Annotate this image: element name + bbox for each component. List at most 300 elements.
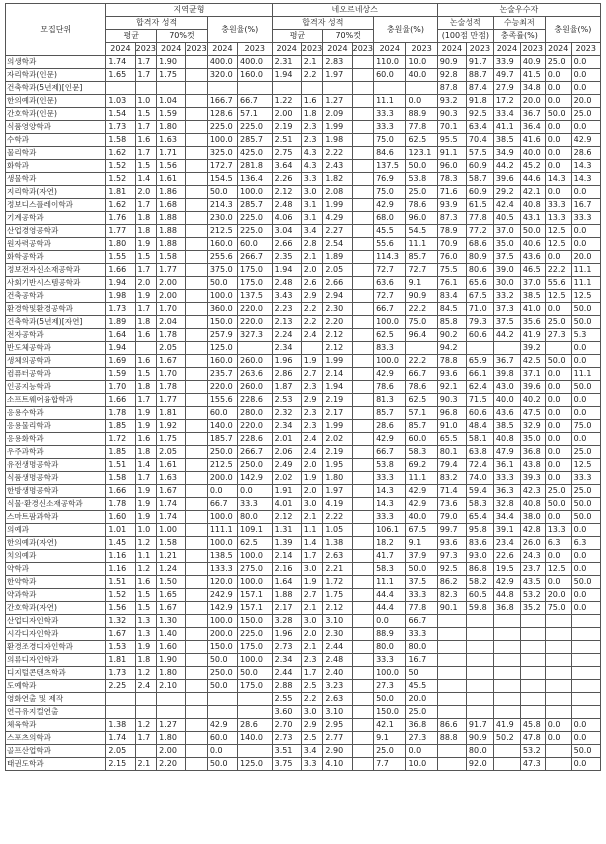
table-cell — [352, 251, 374, 264]
table-cell: 63.6 — [374, 277, 406, 290]
table-cell: 2.10 — [157, 680, 186, 693]
department-name: 원자력공학과 — [6, 238, 106, 251]
table-cell: 0.0 — [545, 381, 571, 394]
table-cell — [352, 238, 374, 251]
table-cell: 1.67 — [106, 628, 135, 641]
table-cell: 65.9 — [466, 355, 493, 368]
table-cell: 220.0 — [238, 303, 273, 316]
table-cell — [186, 277, 208, 290]
table-cell: 2.27 — [323, 225, 352, 238]
table-cell: 3.4 — [301, 745, 323, 758]
table-cell: 99.7 — [437, 524, 466, 537]
table-cell: 1.9 — [135, 238, 157, 251]
table-cell — [207, 82, 237, 95]
table-cell: 1.66 — [106, 485, 135, 498]
header-ji-score: 합격자 성적 — [106, 17, 207, 30]
table-cell: 3.43 — [272, 290, 301, 303]
table-cell: 133.3 — [207, 563, 237, 576]
table-cell: 2.7 — [301, 589, 323, 602]
header-ne-70cut: 70%컷 — [323, 30, 374, 43]
table-cell: 2.66 — [323, 277, 352, 290]
table-cell: 2.22 — [323, 511, 352, 524]
table-row — [6, 615, 601, 628]
table-cell: 0.0 — [545, 459, 571, 472]
table-cell: 32.8 — [493, 498, 520, 511]
department-name: 응용화학과 — [6, 433, 106, 446]
table-cell: 88.8 — [437, 732, 466, 745]
table-cell — [186, 394, 208, 407]
department-name: 식품영양학과 — [6, 121, 106, 134]
department-name: 환경조경디자인학과 — [6, 641, 106, 654]
table-cell: 2.30 — [323, 628, 352, 641]
table-row — [6, 420, 601, 433]
table-cell: 50 — [406, 667, 437, 680]
table-cell: 50.0 — [571, 303, 600, 316]
table-cell: 1.7 — [135, 394, 157, 407]
table-row — [6, 316, 601, 329]
table-cell: 91.0 — [437, 420, 466, 433]
table-row — [6, 641, 601, 654]
table-cell: 50.2 — [493, 732, 520, 745]
table-cell: 4.06 — [272, 212, 301, 225]
department-name: 지리학과(자연) — [6, 186, 106, 199]
table-cell: 320.0 — [207, 69, 237, 82]
table-cell: 92.1 — [437, 381, 466, 394]
table-cell: 2.20 — [323, 316, 352, 329]
table-cell — [571, 615, 600, 628]
table-cell: 0.0 — [545, 147, 571, 160]
table-cell: 58.7 — [466, 173, 493, 186]
table-cell: 14.3 — [374, 498, 406, 511]
table-cell: 12.5 — [545, 563, 571, 576]
table-cell: 50.0 — [207, 186, 237, 199]
table-cell — [352, 355, 374, 368]
table-cell — [493, 641, 520, 654]
table-cell: 1.78 — [157, 329, 186, 342]
table-cell: 1.80 — [157, 732, 186, 745]
table-cell: 2.17 — [323, 407, 352, 420]
table-cell: 1.0 — [135, 95, 157, 108]
table-cell: 42.9 — [571, 134, 600, 147]
table-cell: 1.98 — [323, 134, 352, 147]
table-cell: 75.0 — [374, 134, 406, 147]
table-row — [6, 277, 601, 290]
table-cell — [186, 576, 208, 589]
table-cell: 68.0 — [374, 212, 406, 225]
table-cell: 0.0 — [545, 186, 571, 199]
table-cell: 1.59 — [157, 108, 186, 121]
table-cell: 25.0 — [571, 108, 600, 121]
table-cell: 2.55 — [272, 693, 301, 706]
table-cell: 1.58 — [106, 134, 135, 147]
table-cell: 175.0 — [238, 264, 273, 277]
table-cell: 39.6 — [520, 381, 545, 394]
table-cell: 50.0 — [571, 381, 600, 394]
table-cell: 76.0 — [437, 251, 466, 264]
table-row — [6, 758, 601, 771]
table-cell — [545, 758, 571, 771]
table-cell: 2.19 — [323, 446, 352, 459]
table-cell: 85.7 — [406, 251, 437, 264]
table-cell: 12.5 — [545, 225, 571, 238]
table-cell: 1.27 — [157, 719, 186, 732]
table-cell — [352, 498, 374, 511]
table-row — [6, 667, 601, 680]
table-cell — [207, 693, 237, 706]
table-cell: 1.7 — [301, 550, 323, 563]
table-cell: 36.8 — [493, 602, 520, 615]
table-cell: 250.0 — [207, 667, 237, 680]
table-cell: 1.21 — [157, 550, 186, 563]
table-cell — [186, 56, 208, 69]
table-cell: 36.7 — [493, 355, 520, 368]
table-cell: 1.87 — [272, 381, 301, 394]
table-cell: 39.3 — [520, 472, 545, 485]
table-cell: 62.4 — [466, 381, 493, 394]
table-cell: 0.0 — [571, 602, 600, 615]
table-row — [6, 329, 601, 342]
table-cell: 57.1 — [238, 108, 273, 121]
table-cell: 1.88 — [157, 238, 186, 251]
table-cell: 78.9 — [437, 225, 466, 238]
table-cell: 58.3 — [374, 563, 406, 576]
table-cell: 1.22 — [272, 95, 301, 108]
table-cell: 157.1 — [238, 602, 273, 615]
table-cell: 250.0 — [207, 446, 237, 459]
table-cell — [437, 745, 466, 758]
table-cell — [352, 654, 374, 667]
table-cell: 1.2 — [135, 719, 157, 732]
table-cell: 36.4 — [520, 121, 545, 134]
table-cell: 2.54 — [323, 238, 352, 251]
table-cell: 2.43 — [323, 160, 352, 173]
table-cell: 45.5 — [374, 225, 406, 238]
table-cell — [437, 615, 466, 628]
department-name: 디지털콘텐츠학과 — [6, 667, 106, 680]
table-cell — [545, 680, 571, 693]
table-cell: 0.0 — [571, 82, 600, 95]
table-cell: 90.1 — [437, 602, 466, 615]
table-cell — [186, 251, 208, 264]
table-cell: 2.00 — [272, 108, 301, 121]
table-cell: 97.3 — [437, 550, 466, 563]
table-cell: 33.3 — [406, 628, 437, 641]
department-name: 인공지능학과 — [6, 381, 106, 394]
table-cell: 35.2 — [520, 602, 545, 615]
table-cell — [352, 693, 374, 706]
table-cell: 40.0 — [406, 69, 437, 82]
table-cell: 2.04 — [157, 316, 186, 329]
table-cell: 17.2 — [493, 95, 520, 108]
table-cell: 1.66 — [106, 264, 135, 277]
table-cell: 1.94 — [272, 264, 301, 277]
table-cell: 1.30 — [157, 615, 186, 628]
table-cell: 1.6 — [301, 95, 323, 108]
table-row — [6, 693, 601, 706]
table-cell — [186, 173, 208, 186]
table-cell: 78.3 — [437, 173, 466, 186]
table-cell — [186, 446, 208, 459]
table-cell — [545, 641, 571, 654]
table-cell: 1.5 — [135, 251, 157, 264]
table-cell: 57.1 — [406, 407, 437, 420]
table-cell: 90.3 — [437, 108, 466, 121]
table-cell: 50.0 — [406, 160, 437, 173]
table-cell: 2.14 — [323, 368, 352, 381]
department-name: 간호학과(인문) — [6, 108, 106, 121]
year-header: 2023 — [520, 43, 545, 56]
table-cell: 1.77 — [106, 225, 135, 238]
table-cell: 9.1 — [406, 277, 437, 290]
table-cell: 37.3 — [493, 303, 520, 316]
table-cell: 100.0 — [207, 134, 237, 147]
table-cell: 0.0 — [406, 745, 437, 758]
table-cell — [272, 82, 301, 95]
table-cell: 260.0 — [238, 355, 273, 368]
table-cell: 0.0 — [545, 82, 571, 95]
table-cell: 0.0 — [545, 407, 571, 420]
table-cell: 53.2 — [520, 745, 545, 758]
table-row — [6, 134, 601, 147]
department-name: 화학공학과 — [6, 251, 106, 264]
table-cell: 1.8 — [135, 225, 157, 238]
department-name: 생체의공학과 — [6, 355, 106, 368]
table-cell: 228.6 — [238, 433, 273, 446]
table-cell: 125.0 — [207, 342, 237, 355]
table-cell — [466, 342, 493, 355]
table-cell — [352, 186, 374, 199]
table-cell: 1.65 — [157, 589, 186, 602]
table-cell: 71.6 — [437, 186, 466, 199]
table-cell: 137.5 — [374, 160, 406, 173]
department-name: 스마트팜과학과 — [6, 511, 106, 524]
table-cell: 1.78 — [157, 381, 186, 394]
table-cell: 111.1 — [207, 524, 237, 537]
table-cell: 1.4 — [135, 459, 157, 472]
table-cell: 175.0 — [238, 277, 273, 290]
table-cell: 44.4 — [374, 589, 406, 602]
table-cell: 82.3 — [437, 589, 466, 602]
table-cell: 1.31 — [272, 524, 301, 537]
table-cell: 11.1 — [374, 95, 406, 108]
table-cell: 92.5 — [466, 108, 493, 121]
table-cell: 22.2 — [406, 303, 437, 316]
table-cell: 60.0 — [374, 69, 406, 82]
table-cell: 37.0 — [493, 225, 520, 238]
header-ji-average: 평균 — [106, 30, 157, 43]
table-cell: 20.0 — [545, 589, 571, 602]
table-cell: 66.7 — [374, 303, 406, 316]
table-cell: 2.0 — [301, 264, 323, 277]
table-cell — [352, 641, 374, 654]
table-cell: 172.7 — [207, 160, 237, 173]
table-cell: 47.3 — [520, 758, 545, 771]
table-cell: 3.4 — [301, 225, 323, 238]
table-cell: 0.0 — [571, 563, 600, 576]
table-cell: 83.6 — [466, 537, 493, 550]
table-cell: 0.0 — [571, 433, 600, 446]
table-row — [6, 511, 601, 524]
table-cell: 200.0 — [207, 472, 237, 485]
table-cell: 2.30 — [323, 303, 352, 316]
table-cell: 0.0 — [571, 56, 600, 69]
table-cell: 142.9 — [207, 602, 237, 615]
table-row — [6, 537, 601, 550]
table-cell: 1.7 — [135, 732, 157, 745]
department-name: 건축학과(5년제)[인문] — [6, 82, 106, 95]
table-cell — [186, 368, 208, 381]
department-name: 자리학과(인문) — [6, 69, 106, 82]
table-cell — [545, 342, 571, 355]
table-cell — [186, 498, 208, 511]
table-cell: 0.0 — [571, 355, 600, 368]
table-cell: 80.0 — [374, 641, 406, 654]
table-cell: 91.7 — [466, 56, 493, 69]
table-cell: 1.94 — [106, 342, 135, 355]
table-cell — [493, 667, 520, 680]
table-cell: 23.7 — [520, 563, 545, 576]
table-cell: 26.0 — [520, 537, 545, 550]
table-cell — [352, 225, 374, 238]
table-cell: 2.08 — [323, 186, 352, 199]
table-cell: 39.1 — [493, 524, 520, 537]
table-cell — [571, 628, 600, 641]
table-cell: 10.0 — [406, 758, 437, 771]
table-cell: 44.6 — [520, 173, 545, 186]
table-cell: 1.75 — [323, 589, 352, 602]
table-cell — [466, 654, 493, 667]
table-cell: 70.9 — [437, 238, 466, 251]
table-cell: 20.0 — [571, 251, 600, 264]
table-cell: 0.0 — [545, 121, 571, 134]
header-group-essay: 논술우수자 — [437, 4, 600, 17]
table-cell: 40.0 — [493, 394, 520, 407]
department-name: 태권도학과 — [6, 758, 106, 771]
table-cell — [352, 264, 374, 277]
table-cell: 29.2 — [493, 186, 520, 199]
table-cell: 90.9 — [437, 56, 466, 69]
table-cell — [186, 212, 208, 225]
table-cell: 1.9 — [135, 511, 157, 524]
table-cell: 39.6 — [493, 173, 520, 186]
table-cell: 1.04 — [157, 95, 186, 108]
table-cell — [352, 147, 374, 160]
table-cell: 150.0 — [207, 641, 237, 654]
table-cell: 1.4 — [301, 537, 323, 550]
header-ji-70cut: 70%컷 — [157, 30, 208, 43]
table-cell: 0.0 — [571, 238, 600, 251]
table-row — [6, 680, 601, 693]
table-cell: 242.9 — [207, 589, 237, 602]
table-cell: 33.9 — [493, 56, 520, 69]
table-cell — [437, 693, 466, 706]
table-cell — [186, 160, 208, 173]
table-cell: 1.6 — [135, 355, 157, 368]
table-cell: 36.7 — [520, 108, 545, 121]
table-cell: 2.5 — [301, 680, 323, 693]
table-cell: 66.1 — [466, 368, 493, 381]
table-cell: 400.0 — [238, 56, 273, 69]
table-cell — [352, 589, 374, 602]
table-cell — [186, 719, 208, 732]
table-cell: 87.3 — [437, 212, 466, 225]
table-cell — [238, 745, 273, 758]
table-cell: 228.6 — [238, 394, 273, 407]
department-name: 기계공학과 — [6, 212, 106, 225]
table-cell — [106, 706, 135, 719]
table-cell: 325.0 — [207, 147, 237, 160]
department-name: 한방생명공학과 — [6, 485, 106, 498]
table-cell: 85.7 — [406, 420, 437, 433]
table-cell: 0.0 — [571, 589, 600, 602]
year-header: 2024 — [272, 43, 301, 56]
table-cell: 93.6 — [437, 368, 466, 381]
table-cell: 1.80 — [157, 121, 186, 134]
table-cell: 175.0 — [238, 641, 273, 654]
table-cell: 150.0 — [374, 706, 406, 719]
table-cell: 39.0 — [493, 264, 520, 277]
table-cell: 1.9 — [135, 290, 157, 303]
table-cell: 2.2 — [301, 693, 323, 706]
table-cell: 1.24 — [157, 563, 186, 576]
table-cell: 88.9 — [374, 628, 406, 641]
table-cell: 93.0 — [466, 550, 493, 563]
table-cell: 42.9 — [374, 199, 406, 212]
table-cell: 50.0 — [374, 693, 406, 706]
table-cell: 1.59 — [106, 368, 135, 381]
table-cell: 2.3 — [301, 420, 323, 433]
table-cell: 1.85 — [106, 446, 135, 459]
table-cell: 68.6 — [466, 238, 493, 251]
department-name: 도예학과 — [6, 680, 106, 693]
table-cell — [466, 615, 493, 628]
table-cell: 1.73 — [106, 303, 135, 316]
table-cell: 155.6 — [207, 394, 237, 407]
table-cell: 1.3 — [135, 615, 157, 628]
table-cell: 50.0 — [406, 563, 437, 576]
table-cell: 2.83 — [323, 56, 352, 69]
table-cell: 35.6 — [520, 316, 545, 329]
table-cell: 1.80 — [106, 238, 135, 251]
department-name: 체육학과 — [6, 719, 106, 732]
table-cell: 41.9 — [520, 329, 545, 342]
table-cell: 1.9 — [135, 641, 157, 654]
header-no-satisfy-rate: 충족률(%) — [493, 30, 545, 43]
table-cell — [545, 615, 571, 628]
table-cell: 79.0 — [437, 511, 466, 524]
table-cell: 1.52 — [106, 160, 135, 173]
year-header: 2023 — [135, 43, 157, 56]
table-cell: 1.1 — [135, 550, 157, 563]
table-cell — [186, 563, 208, 576]
table-cell: 1.2 — [135, 563, 157, 576]
table-cell: 0.0 — [571, 732, 600, 745]
table-cell: 14.3 — [374, 485, 406, 498]
table-cell: 2.12 — [272, 186, 301, 199]
table-cell: 3.23 — [323, 680, 352, 693]
table-cell: 1.3 — [135, 628, 157, 641]
table-cell: 0.0 — [545, 420, 571, 433]
table-cell: 88.9 — [406, 108, 437, 121]
table-cell: 47.9 — [493, 446, 520, 459]
table-cell — [493, 680, 520, 693]
table-cell — [352, 537, 374, 550]
table-cell: 36.1 — [493, 459, 520, 472]
table-cell: 1.89 — [106, 316, 135, 329]
table-cell: 225.0 — [238, 628, 273, 641]
table-cell: 90.2 — [437, 329, 466, 342]
table-cell: 53.8 — [406, 173, 437, 186]
